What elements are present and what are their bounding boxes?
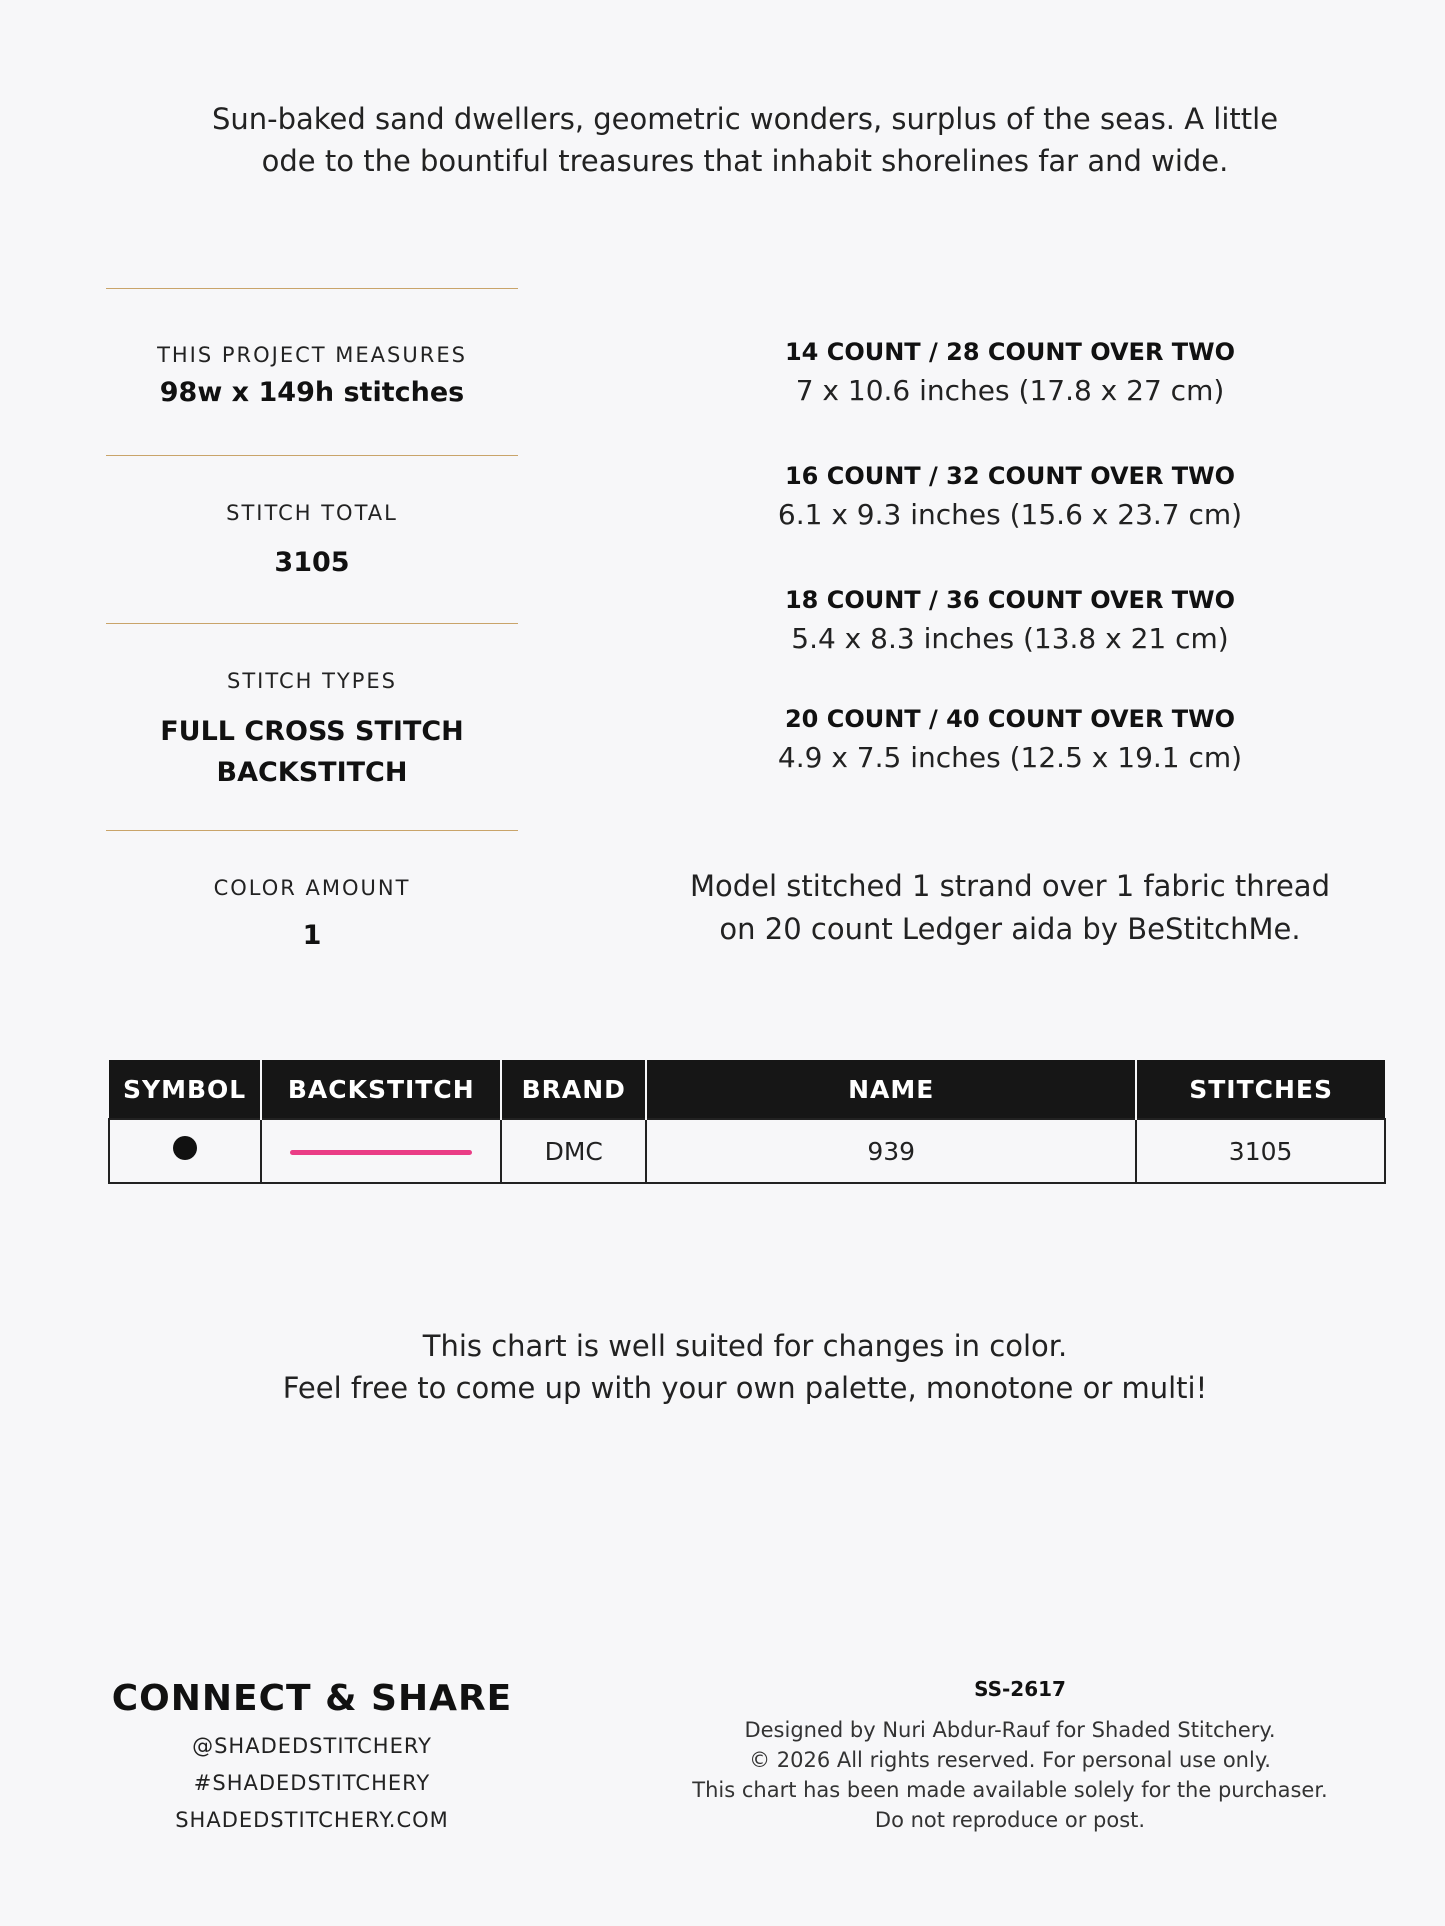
model-note-line: Model stitched 1 strand over 1 fabric thread (690, 869, 1330, 903)
backstitch-cell (261, 1119, 501, 1183)
divider (106, 830, 518, 831)
legal-line: This chart has been made available solely for the purchaser. (692, 1778, 1328, 1802)
count-heading: 14 COUNT / 28 COUNT OVER TWO (784, 338, 1236, 366)
measures-label: THIS PROJECT MEASURES (157, 343, 467, 367)
legal-line: © 2026 All rights reserved. For personal use only. (749, 1748, 1271, 1772)
header-brand: BRAND (501, 1060, 646, 1119)
color-note-line: This chart is well suited for changes in color. (422, 1329, 1068, 1363)
count-block (740, 462, 1280, 531)
count-size: 7 x 10.6 inches (17.8 x 27 cm) (795, 374, 1225, 407)
types-value-2: BACKSTITCH (216, 757, 408, 788)
count-size: 6.1 x 9.3 inches (15.6 x 23.7 cm) (777, 498, 1243, 531)
legal-text (640, 1715, 1380, 1835)
filled-circle-icon (173, 1136, 197, 1160)
types-value-1: FULL CROSS STITCH (160, 716, 464, 747)
colors-value: 1 (302, 920, 322, 951)
legal-line: Do not reproduce or post. (874, 1808, 1146, 1832)
divider (106, 455, 518, 456)
intro-text (150, 98, 1340, 182)
colors-label: COLOR AMOUNT (213, 876, 411, 900)
instagram-handle[interactable]: @SHADEDSTITCHERY (192, 1734, 432, 1758)
intro-line: ode to the bountiful treasures that inhabit shorelines far and wide. (261, 144, 1229, 178)
divider (106, 288, 518, 289)
total-label: STITCH TOTAL (226, 501, 398, 525)
color-note-line: Feel free to come up with your own palette, monotone or multi! (282, 1371, 1208, 1405)
count-heading: 16 COUNT / 32 COUNT OVER TWO (784, 462, 1236, 490)
count-size: 4.9 x 7.5 inches (12.5 x 19.1 cm) (777, 741, 1243, 774)
measures-block (106, 343, 518, 408)
connect-title: CONNECT & SHARE (111, 1678, 513, 1719)
colors-block (106, 876, 518, 951)
model-note (660, 865, 1360, 951)
social-links (106, 1728, 518, 1839)
model-note-line: on 20 count Ledger aida by BeStitchMe. (719, 912, 1301, 946)
hashtag[interactable]: #SHADEDSTITCHERY (193, 1771, 431, 1795)
total-value: 3105 (274, 547, 350, 578)
total-block (106, 501, 518, 578)
color-note (150, 1325, 1340, 1409)
count-block (740, 586, 1280, 655)
stitches-cell: 3105 (1136, 1119, 1385, 1183)
types-label: STITCH TYPES (227, 669, 397, 693)
website-link[interactable]: SHADEDSTITCHERY.COM (175, 1808, 449, 1832)
name-cell: 939 (646, 1119, 1136, 1183)
divider (106, 623, 518, 624)
count-block (740, 705, 1280, 774)
backstitch-line-swatch (290, 1150, 472, 1155)
count-heading: 18 COUNT / 36 COUNT OVER TWO (784, 586, 1236, 614)
legal-line: Designed by Nuri Abdur-Rauf for Shaded Stitchery. (744, 1718, 1276, 1742)
types-block (106, 669, 518, 793)
intro-line: Sun-baked sand dwellers, geometric wonders, surplus of the seas. A little (211, 102, 1279, 136)
header-name: NAME (646, 1060, 1136, 1119)
symbol-cell (109, 1119, 261, 1183)
pattern-sku: SS-2617 (974, 1677, 1066, 1701)
header-symbol: SYMBOL (109, 1060, 261, 1119)
header-backstitch: BACKSTITCH (261, 1060, 501, 1119)
table-header-row (109, 1060, 1385, 1119)
color-legend-table (108, 1060, 1386, 1184)
count-size: 5.4 x 8.3 inches (13.8 x 21 cm) (791, 622, 1229, 655)
header-stitches: STITCHES (1136, 1060, 1385, 1119)
brand-cell: DMC (501, 1119, 646, 1183)
count-block (740, 338, 1280, 407)
measures-value: 98w x 149h stitches (159, 377, 465, 408)
table-row (109, 1119, 1385, 1183)
count-heading: 20 COUNT / 40 COUNT OVER TWO (784, 705, 1236, 733)
